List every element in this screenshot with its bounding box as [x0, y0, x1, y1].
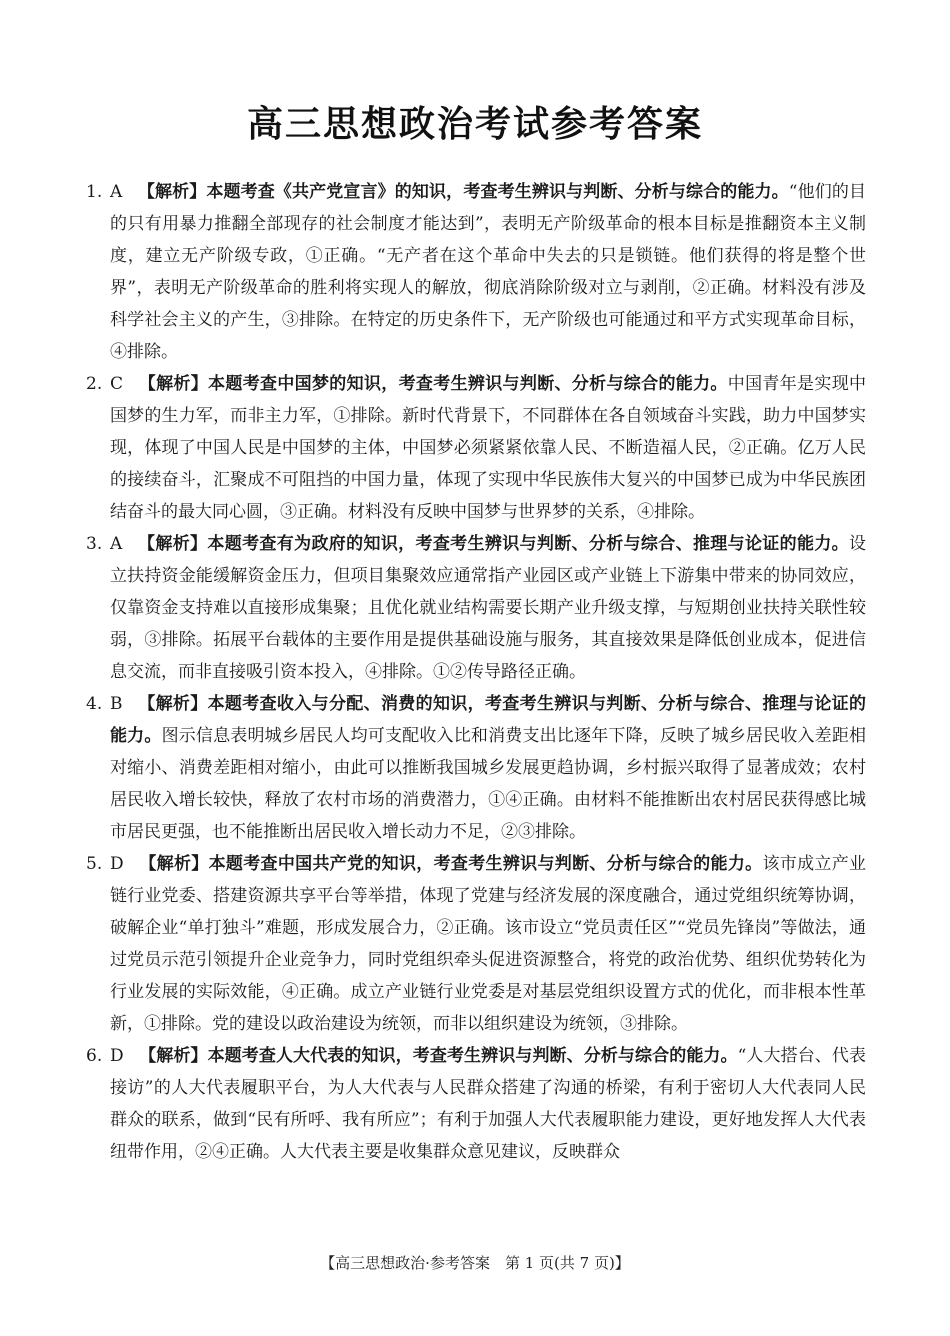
answer-letter: C — [110, 374, 124, 394]
answer-letter: A — [110, 182, 123, 202]
analysis-body: “他们的目的只有用暴力推翻全部现存的社会制度才能达到”，表明无产阶级革命的根本目标是推翻资本主义制度，建立无产阶级专政，①正确。“无产者在这个革命中失去的只是锁链。他们获得的将是整个世界”，表明无产阶级革命的胜利将实现人的解放，彻底消除阶级对立与剥削，②正确。材料没有涉及科学社会主义的产生，③排除。在特定的历史条件下，无产阶级也可能通过和平方式实现革命目标，④排除。 — [110, 182, 867, 362]
analysis-body: 图示信息表明城乡居民人均可支配收入比和消费支出比逐年下降，反映了城乡居民收入差距相对缩小、消费差距相对缩小，由此可以推断我国城乡发展更趋协调，乡村振兴取得了显著成效；农村居民收入增长较快，释放了农村市场的消费潜力，①④正确。由材料不能推断出农村居民获得感比城市居民更强，也不能推断出居民收入增长动力不足，②③排除。 — [110, 726, 867, 842]
question-number: 1. — [86, 182, 103, 202]
analysis-tag: 【解析】 — [138, 534, 208, 554]
question-6 — [86, 1040, 866, 1168]
analysis-lead: 本题考查人大代表的知识，考查考生辨识与判断、分析与综合的能力。 — [207, 1046, 738, 1066]
question-2 — [86, 368, 866, 528]
answer-list — [86, 176, 866, 1168]
question-number: 6. — [86, 1046, 103, 1066]
analysis-body: 该市成立产业链行业党委、搭建资源共享平台等举措，体现了党建与经济发展的深度融合，通过党组织统筹协调，破解企业“单打独斗”难题，形成发展合力，②正确。该市设立“党员责任区”“党员先锋岗”等做法，通过党员示范引领提升企业竞争力，同时党组织牵头促进资源整合，将党的政治优势、组织优势转化为行业发展的实际效能，④正确。成立产业链行业党委是对基层党组织设置方式的优化，而非根本性革新，①排除。党的建设以政治建设为统领，而非以组织建设为统领，③排除。 — [110, 854, 867, 1034]
page-title: 高三思想政治考试参考答案 — [246, 104, 703, 145]
analysis-lead: 本题考查《共产党宣言》的知识，考查考生辨识与判断、分析与综合的能力。 — [206, 182, 789, 202]
page-footer: 【高三思想政治·参考答案 第 1 页(共 7 页)】 — [320, 1254, 630, 1272]
question-number: 5. — [86, 854, 103, 874]
answer-letter: B — [110, 694, 123, 714]
analysis-lead: 本题考查收入与分配、消费的知识，考查考生辨识与判断、分析与综合、推理与论证的能力。 — [110, 694, 867, 746]
answer-letter: D — [110, 854, 124, 874]
question-number: 2. — [86, 374, 103, 394]
analysis-body: “人大搭台、代表接访”的人大代表履职平台，为人大代表与人民群众搭建了沟通的桥梁，有利于密切人大代表同人民群众的联系，做到“民有所呼、我有所应”；有利于加强人大代表履职能力建设，更好地发挥人大代表纽带作用，②④正确。人大代表主要是收集群众意见建议，反映群众 — [110, 1046, 867, 1162]
answer-letter: A — [110, 534, 123, 554]
analysis-tag: 【解析】 — [139, 1046, 208, 1066]
analysis-lead: 本题考查中国共产党的知识，考查考生辨识与判断、分析与综合的能力。 — [208, 854, 763, 874]
analysis-lead: 本题考查有为政府的知识，考查考生辨识与判断、分析与综合、推理与论证的能力。 — [207, 534, 850, 554]
question-number: 3. — [86, 534, 103, 554]
analysis-body: 设立扶持资金能缓解资金压力，但项目集聚效应通常指产业园区或产业链上下游集中带来的协同效应，仅靠资金支持难以直接形成集聚；且优化就业结构需要长期产业升级支撑，与短期创业扶持关联性较弱，③排除。拓展平台载体的主要作用是提供基础设施与服务，其直接效果是降低创业成本，促进信息交流，而非直接吸引资本投入，④排除。①②传导路径正确。 — [110, 534, 867, 682]
analysis-lead: 本题考查中国梦的知识，考查考生辨识与判断、分析与综合的能力。 — [208, 374, 728, 394]
question-5 — [86, 848, 866, 1040]
question-4 — [86, 688, 866, 848]
question-1 — [86, 176, 866, 368]
analysis-tag: 【解析】 — [138, 694, 208, 714]
analysis-tag: 【解析】 — [137, 182, 207, 202]
analysis-body: 中国青年是实现中国梦的生力军，而非主力军，①排除。新时代背景下，不同群体在各自领域奋斗实践，助力中国梦实现，体现了中国人民是中国梦的主体，中国梦必须紧紧依靠人民、不断造福人民，②正确。亿万人民的接续奋斗，汇聚成不可阻挡的中国力量，体现了实现中华民族伟大复兴的中国梦已成为中华民族团结奋斗的最大同心圆，③正确。材料没有反映中国梦与世界梦的关系，④排除。 — [110, 374, 867, 522]
question-number: 4. — [86, 694, 103, 714]
question-3 — [86, 528, 866, 688]
analysis-tag: 【解析】 — [139, 854, 209, 874]
answer-letter: D — [110, 1046, 124, 1066]
analysis-tag: 【解析】 — [138, 374, 209, 394]
